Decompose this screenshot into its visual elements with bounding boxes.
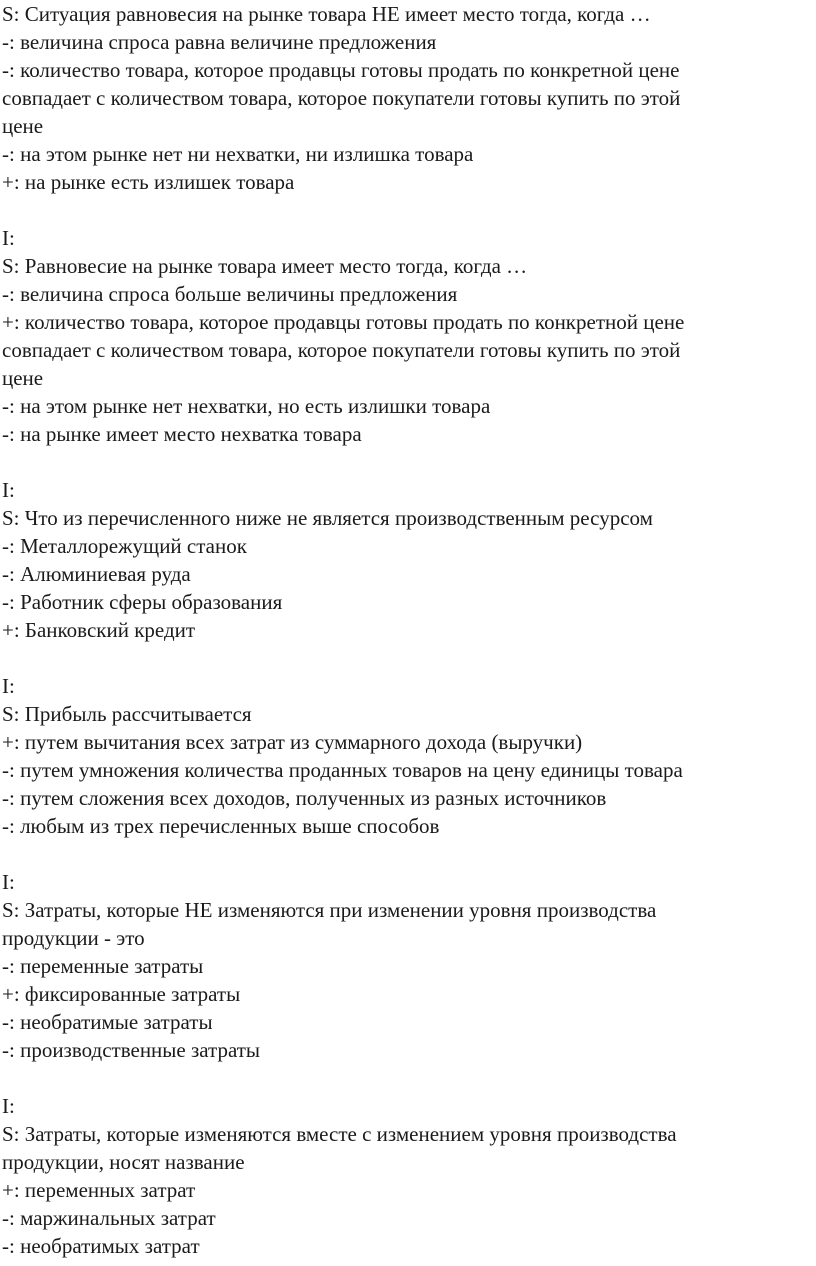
question-stem: S: Ситуация равновесия на рынке товара НЕ имеет место тогда, когда …	[2, 2, 651, 26]
question-block-5	[0, 868, 812, 1064]
answer-option: -: путем умножения количества проданных товаров на цену единицы товара	[2, 758, 683, 782]
answer-option-continuation: совпадает с количеством товара, которое покупатели готовы купить по этой	[2, 338, 681, 362]
question-stem: S: Затраты, которые НЕ изменяются при изменении уровня производства	[2, 898, 657, 922]
answer-option-continuation: совпадает с количеством товара, которое покупатели готовы купить по этой	[2, 86, 681, 110]
item-marker: I:	[2, 870, 15, 894]
answer-option: -: Металлорежущий станок	[2, 534, 247, 558]
blank-line	[0, 644, 812, 672]
answer-option: -: Алюминиевая руда	[2, 562, 191, 586]
answer-option-correct: +: Банковский кредит	[2, 618, 196, 642]
question-stem: S: Равновесие на рынке товара имеет место тогда, когда …	[2, 254, 528, 278]
question-stem: S: Прибыль рассчитывается	[2, 702, 252, 726]
answer-option: -: на этом рынке нет ни нехватки, ни излишка товара	[2, 142, 474, 166]
answer-option: -: величина спроса равна величине предложения	[2, 30, 437, 54]
answer-option: -: путем сложения всех доходов, полученных из разных источников	[2, 786, 607, 810]
answer-option: -: на рынке имеет место нехватка товара	[2, 422, 362, 446]
item-marker: I:	[2, 674, 15, 698]
answer-option-correct: +: путем вычитания всех затрат из суммарного дохода (выручки)	[2, 730, 583, 754]
answer-option-continuation: цене	[2, 366, 44, 390]
question-block-6	[0, 1092, 812, 1260]
answer-option: -: переменные затраты	[2, 954, 204, 978]
answer-option: -: величина спроса больше величины предложения	[2, 282, 458, 306]
item-marker: I:	[2, 478, 15, 502]
answer-option: -: необратимых затрат	[2, 1234, 200, 1258]
item-marker: I:	[2, 226, 15, 250]
answer-option: -: необратимые затраты	[2, 1010, 213, 1034]
answer-option-correct: +: количество товара, которое продавцы готовы продать по конкретной цене	[2, 310, 685, 334]
question-stem-continuation: продукции, носят название	[2, 1150, 245, 1174]
blank-line	[0, 840, 812, 868]
question-block-2	[0, 224, 812, 448]
answer-option-continuation: цене	[2, 114, 44, 138]
question-stem-continuation: продукции - это	[2, 926, 145, 950]
question-stem: S: Что из перечисленного ниже не является производственным ресурсом	[2, 506, 653, 530]
answer-option-correct: +: фиксированные затраты	[2, 982, 241, 1006]
answer-option: -: Работник сферы образования	[2, 590, 283, 614]
answer-option-correct: +: на рынке есть излишек товара	[2, 170, 295, 194]
answer-option-correct: +: переменных затрат	[2, 1178, 196, 1202]
blank-line	[0, 196, 812, 224]
question-stem: S: Затраты, которые изменяются вместе с изменением уровня производства	[2, 1122, 677, 1146]
answer-option: -: производственные затраты	[2, 1038, 261, 1062]
blank-line	[0, 1064, 812, 1092]
question-block-4	[0, 672, 812, 840]
answer-option: -: любым из трех перечисленных выше способов	[2, 814, 440, 838]
answer-option: -: маржинальных затрат	[2, 1206, 216, 1230]
answer-option: -: количество товара, которое продавцы готовы продать по конкретной цене	[2, 58, 680, 82]
blank-line	[0, 448, 812, 476]
question-block-3	[0, 476, 812, 644]
question-block-1	[0, 0, 812, 196]
answer-option: -: на этом рынке нет нехватки, но есть излишки товара	[2, 394, 491, 418]
item-marker: I:	[2, 1094, 15, 1118]
